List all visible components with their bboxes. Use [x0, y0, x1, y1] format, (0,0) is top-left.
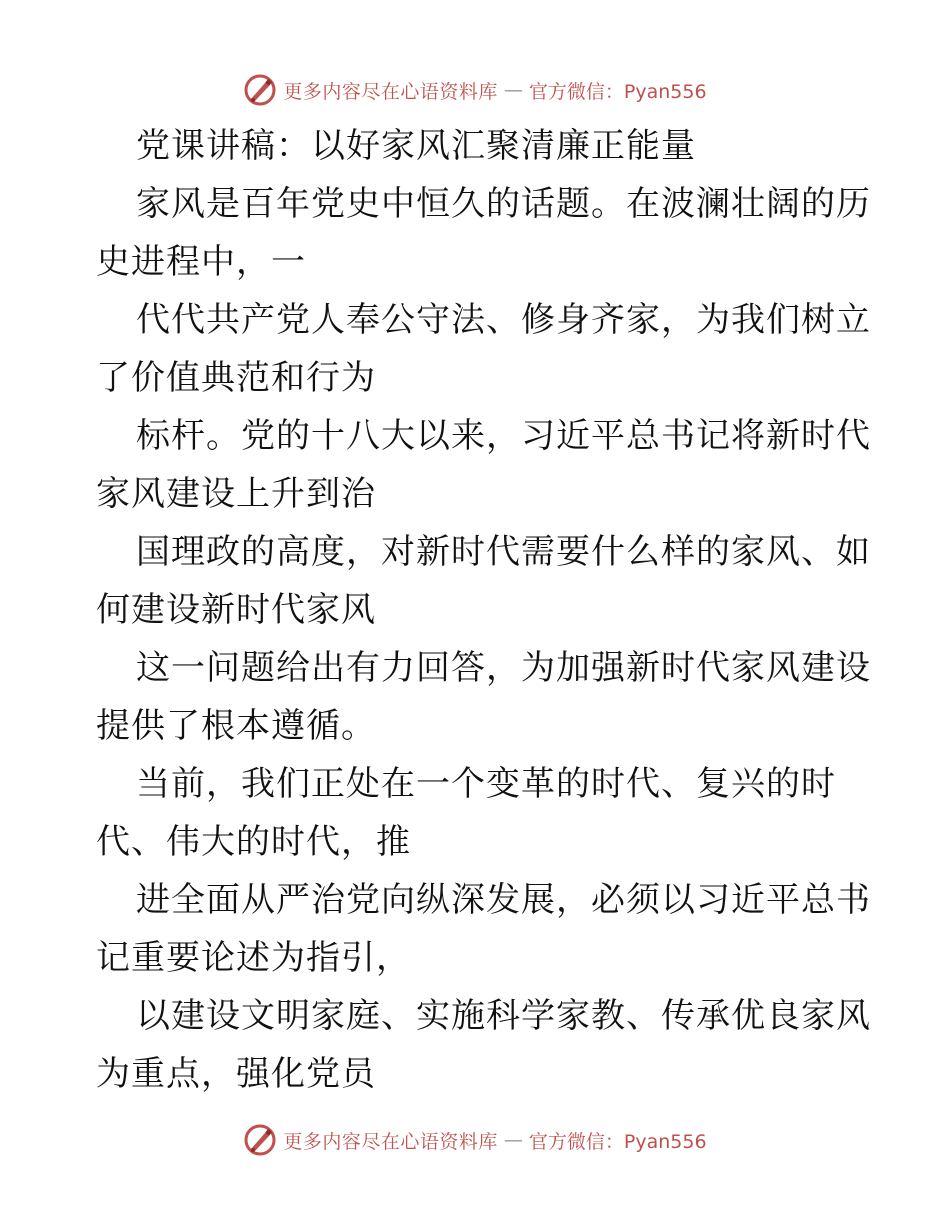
paragraph-line: 当前，我们正处在一个变革的时代、复兴的时 — [136, 764, 836, 804]
document-title: 党课讲稿：以好家风汇聚清廉正能量 — [136, 126, 696, 166]
paragraph-line: 代、伟大的时代，推 — [96, 822, 411, 862]
paragraph-line: 这一问题给出有力回答，为加强新时代家风建设 — [136, 648, 871, 688]
header-watermark-banner — [0, 70, 950, 110]
footer-brand-text: 更多内容尽在心语资料库 — [283, 1130, 498, 1153]
paragraph-line: 史进程中，一 — [96, 242, 306, 282]
paragraph-line: 标杆。党的十八大以来，习近平总书记将新时代 — [136, 416, 871, 456]
footer-wechat-text: 官方微信：Pyan556 — [528, 1130, 707, 1153]
paragraph-line: 提供了根本遵循。 — [96, 706, 376, 746]
header-brand-text: 更多内容尽在心语资料库 — [283, 80, 498, 103]
paragraph-line: 国理政的高度，对新时代需要什么样的家风、如 — [136, 532, 871, 572]
paragraph-line: 记重要论述为指引， — [96, 938, 411, 978]
paragraph-line: 代代共产党人奉公守法、修身齐家，为我们树立 — [136, 300, 871, 340]
footer-watermark-banner — [0, 1120, 950, 1160]
paragraph-line: 以建设文明家庭、实施科学家教、传承优良家风 — [136, 996, 871, 1036]
paragraph-line: 何建设新时代家风 — [96, 590, 376, 630]
footer-separator: — — [503, 1129, 523, 1151]
header-wechat-text: 官方微信：Pyan556 — [528, 80, 707, 103]
pen-logo-icon — [243, 73, 277, 107]
paragraph-line: 家风建设上升到治 — [96, 474, 376, 514]
pen-logo-icon — [243, 1123, 277, 1157]
header-separator: — — [503, 79, 523, 101]
paragraph-line: 了价值典范和行为 — [96, 358, 376, 398]
paragraph-line: 为重点，强化党员 — [96, 1054, 376, 1094]
paragraph-line: 家风是百年党史中恒久的话题。在波澜壮阔的历 — [136, 184, 871, 224]
paragraph-line: 进全面从严治党向纵深发展，必须以习近平总书 — [136, 880, 871, 920]
